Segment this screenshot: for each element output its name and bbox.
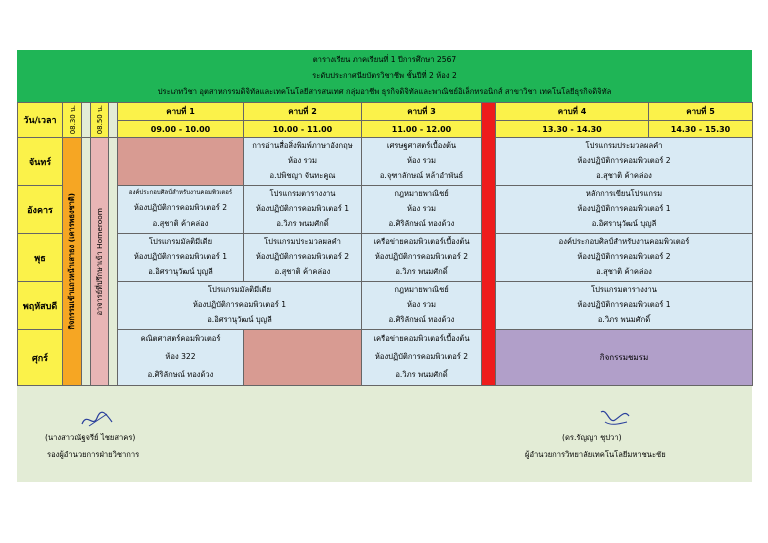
day-thursday: พฤหัสบดี — [18, 282, 63, 330]
time-0850-header: 08.50 น. — [91, 103, 109, 138]
period-4-time: 13.30 - 14.30 — [496, 121, 649, 138]
schedule-header — [17, 50, 752, 102]
signature-footer — [17, 410, 752, 482]
class-cell: เครือข่ายคอมพิวเตอร์เบื้องต้น ห้องปฏิบัติการคอมพิวเตอร์ 2 อ.วิภร พนมศักดิ์ — [362, 330, 482, 386]
class-cell: กฎหมายพาณิชย์ ห้อง รวม อ.ศิริลักษณ์ ทองด้วง — [362, 186, 482, 234]
empty-slot — [244, 330, 362, 386]
period-5-label: คาบที่ 5 — [649, 103, 753, 121]
class-cell: เครือข่ายคอมพิวเตอร์เบื้องต้น ห้องปฏิบัติการคอมพิวเตอร์ 2 อ.วิภร พนมศักดิ์ — [362, 234, 482, 282]
left-signer-name: (นางสาวณัฐจรีย์ ไชยสาคร) — [45, 433, 136, 442]
period-4-label: คาบที่ 4 — [496, 103, 649, 121]
club-activity-cell: กิจกรรมชมรม — [496, 330, 753, 386]
day-wednesday: พุธ — [18, 234, 63, 282]
class-cell: โปรแกรมตารางงาน ห้องปฏิบัติการคอมพิวเตอร์ 1 อ.วิภร พนมศักดิ์ — [496, 282, 753, 330]
period-3-time: 11.00 - 12.00 — [362, 121, 482, 138]
timetable-grid — [17, 102, 753, 386]
gap-column — [82, 138, 91, 386]
gap-column — [109, 138, 118, 386]
schedule-title: ตารางเรียน ภาคเรียนที่ 1 ปีการศึกษา 2567 — [312, 55, 457, 64]
left-signature — [79, 408, 115, 430]
class-cell: องค์ประกอบศิลป์สำหรับงานคอมพิวเตอร์ ห้องปฏิบัติการคอมพิวเตอร์ 2 อ.สุชาติ ค้าคล่อง — [496, 234, 753, 282]
schedule-program: ประเภทวิชา อุตสาหกรรมดิจิทัลและเทคโนโลยีสารสนเทศ กลุ่มอาชีพ ธุรกิจดิจิทัลและพาณิชย์อิเล็กทรอนิกส์ สาขาวิชา เทคโนโลยีธุรกิจดิจิทัล — [157, 87, 612, 96]
schedule-level: ระดับประกาศนียบัตรวิชาชีพ ชั้นปีที่ 2 ห้อง 2 — [312, 71, 457, 80]
class-cell: โปรแกรมมัลติมีเดีย ห้องปฏิบัติการคอมพิวเตอร์ 1 อ.อิศรานุวัฒน์ บุญลี — [118, 282, 362, 330]
homeroom-column: อาจารย์ที่ปรึกษาเข้า Homeroom — [91, 138, 109, 386]
class-cell: กฎหมายพาณิชย์ ห้อง รวม อ.ศิริลักษณ์ ทองด้วง — [362, 282, 482, 330]
empty-slot — [118, 138, 244, 186]
day-tuesday: อังคาร — [18, 186, 63, 234]
day-monday: จันทร์ — [18, 138, 63, 186]
left-signer-title: รองผู้อำนวยการฝ่ายวิชาการ — [47, 450, 140, 459]
class-cell: คณิตศาสตร์คอมพิวเตอร์ ห้อง 322 อ.ศิริลักษณ์ ทองด้วง — [118, 330, 244, 386]
class-cell: โปรแกรมประมวลผลคำ ห้องปฏิบัติการคอมพิวเตอร์ 2 อ.สุชาติ ค้าคล่อง — [496, 138, 753, 186]
right-signature — [597, 406, 633, 428]
time-0830-header: 08.30 น. — [63, 103, 82, 138]
flag-activity-column: กิจกรรมเข้าแถวหน้าเสาธง (เคารพธงชาติ) — [63, 138, 82, 386]
period-2-label: คาบที่ 2 — [244, 103, 362, 121]
day-friday: ศุกร์ — [18, 330, 63, 386]
period-2-time: 10.00 - 11.00 — [244, 121, 362, 138]
class-cell: การอ่านสื่อสิ่งพิมพ์ภาษาอังกฤษ ห้อง รวม อ.ปพิชญา จันทะคูณ — [244, 138, 362, 186]
lunch-break-bar — [482, 103, 496, 386]
class-cell: โปรแกรมมัลติมีเดีย ห้องปฏิบัติการคอมพิวเตอร์ 1 อ.อิศรานุวัฒน์ บุญลี — [118, 234, 244, 282]
class-cell: หลักการเขียนโปรแกรม ห้องปฏิบัติการคอมพิวเตอร์ 1 อ.อิศรานุวัฒน์ บุญลี — [496, 186, 753, 234]
period-1-time: 09.00 - 10.00 — [118, 121, 244, 138]
class-cell: โปรแกรมตารางงาน ห้องปฏิบัติการคอมพิวเตอร์ 1 อ.วิภร พนมศักดิ์ — [244, 186, 362, 234]
gap-column — [109, 103, 118, 138]
period-3-label: คาบที่ 3 — [362, 103, 482, 121]
right-signer-name: (ดร.รัญญา ชุปวา) — [562, 433, 622, 442]
class-cell: องค์ประกอบศิลป์สำหรับงานคอมพิวเตอร์ ห้องปฏิบัติการคอมพิวเตอร์ 2 อ.สุชาติ ค้าคล่อง — [118, 186, 244, 234]
class-cell: เศรษฐศาสตร์เบื้องต้น ห้อง รวม อ.จุฑาลักษณ์ หล้าอำพันธ์ — [362, 138, 482, 186]
day-time-header: วัน/เวลา — [18, 103, 63, 138]
period-5-time: 14.30 - 15.30 — [649, 121, 753, 138]
period-1-label: คาบที่ 1 — [118, 103, 244, 121]
gap-column — [82, 103, 91, 138]
class-cell: โปรแกรมประมวลผลคำ ห้องปฏิบัติการคอมพิวเตอร์ 2 อ.สุชาติ ค้าคล่อง — [244, 234, 362, 282]
right-signer-title: ผู้อำนวยการวิทยาลัยเทคโนโลยีมหาชนะชัย — [525, 450, 666, 459]
